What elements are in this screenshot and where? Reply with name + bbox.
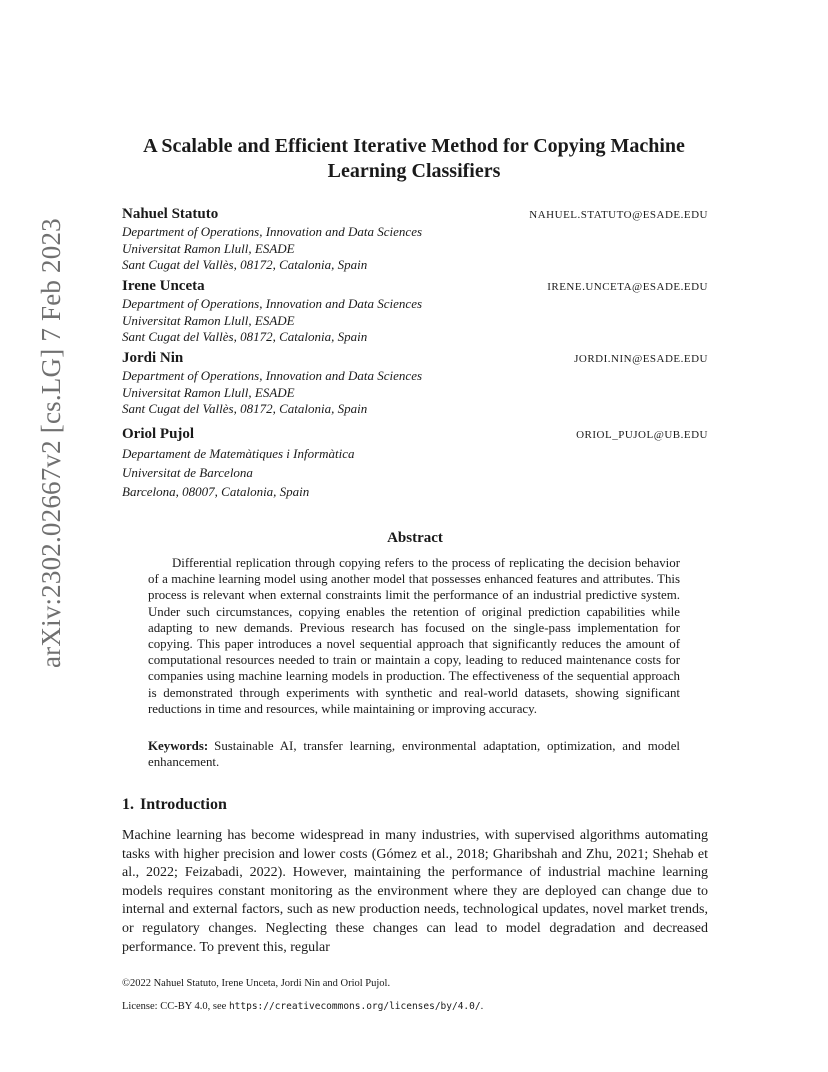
- author-affiliation-line: Department of Operations, Innovation and Data Sciences: [122, 296, 423, 311]
- license-prefix: License: CC-BY 4.0, see: [122, 1001, 229, 1012]
- author-block: [122, 426, 708, 501]
- author-name: Irene Unceta: [122, 278, 205, 294]
- author-affiliation-line: Sant Cugat del Vallès, 08172, Catalonia, Spain: [122, 329, 368, 344]
- license-suffix: .: [480, 1001, 484, 1012]
- introduction-text: Machine learning has become widespread in many industries, with supervised algorithms automating tasks with higher precision and lower costs (Gómez et al., 2018; Gharibshah and Zhu, 2021; Shehab et al., 2022; Feizabadi, 2022). However, maintaining the performance of industrial machine learning models requires constant monitoring as the environment where they are deployed can change due to internal and external factors, such as new production needs, technological updates, novel market trends, or regulatory changes. Neglecting these changes can lead to model degradation and decreased performance. To prevent this, regular: [122, 828, 708, 955]
- author-name: Oriol Pujol: [122, 426, 195, 442]
- paper-title: A Scalable and Efficient Iterative Method for Copying Machine Learning Classifiers: [143, 135, 685, 182]
- author-affiliation-line: Barcelona, 08007, Catalonia, Spain: [122, 484, 310, 499]
- author-email[interactable]: JORDI.NIN@ESADE.EDU: [574, 353, 708, 365]
- abstract-heading: Abstract: [387, 530, 443, 546]
- keywords: [148, 738, 680, 770]
- author-name: Nahuel Statuto: [122, 206, 219, 222]
- copyright-notice: ©2022 Nahuel Statuto, Irene Unceta, Jordi Nin and Oriol Pujol.: [122, 978, 391, 989]
- author-name: Jordi Nin: [122, 350, 184, 366]
- keywords-list: Sustainable AI, transfer learning, environmental adaptation, optimization, and model enhancement.: [148, 739, 680, 770]
- abstract-text: Differential replication through copying refers to the process of replicating the decision behavior of a machine learning model using another model that possesses enhanced features and attributes. This process is relevant when external constraints limit the performance of an industrial predictive system. Under such circumstances, copying enables the retention of original prediction capabilities while adapting to new demands. Previous research has focused on the single-pass implementation for copying. This paper introduces a novel sequential approach that significantly reduces the amount of computational resources needed to train or maintain a copy, leading to reduced maintenance costs for companies using machine learning models in production. The effectiveness of the sequential approach is demonstrated through experiments with synthetic and real-world datasets, showing significant reductions in time and resources, while maintaining or improving accuracy.: [148, 556, 680, 716]
- author-email[interactable]: ORIOL_PUJOL@UB.EDU: [576, 429, 708, 441]
- arxiv-identifier-stamp: arXiv:2302.02667v2 [cs.LG] 7 Feb 2023: [36, 218, 66, 668]
- author-affiliation-line: Department of Operations, Innovation and Data Sciences: [122, 224, 423, 239]
- author-block: [122, 206, 708, 274]
- section-title: Introduction: [140, 796, 227, 813]
- keywords-label: Keywords:: [148, 739, 209, 753]
- section-heading: [122, 796, 227, 814]
- author-affiliation-line: Universitat Ramon Llull, ESADE: [122, 240, 295, 256]
- author-block: [122, 278, 708, 346]
- author-email[interactable]: IRENE.UNCETA@ESADE.EDU: [547, 281, 708, 293]
- author-affiliation-line: Sant Cugat del Vallès, 08172, Catalonia, Spain: [122, 401, 368, 416]
- author-affiliation-line: Departament de Matemàtiques i Informàtica: [122, 446, 355, 461]
- license-notice: [122, 1001, 483, 1012]
- author-affiliation-line: Department of Operations, Innovation and Data Sciences: [122, 368, 423, 383]
- author-affiliation-line: Universitat Ramon Llull, ESADE: [122, 312, 295, 328]
- author-block: [122, 350, 708, 418]
- section-number: 1.: [122, 796, 134, 813]
- author-affiliation-line: Universitat de Barcelona: [122, 465, 253, 480]
- author-affiliation-line: Sant Cugat del Vallès, 08172, Catalonia, Spain: [122, 257, 368, 272]
- author-email[interactable]: NAHUEL.STATUTO@ESADE.EDU: [529, 209, 708, 221]
- license-link[interactable]: https://creativecommons.org/licenses/by/4.0/: [228, 1001, 481, 1012]
- author-affiliation-line: Universitat Ramon Llull, ESADE: [122, 384, 295, 400]
